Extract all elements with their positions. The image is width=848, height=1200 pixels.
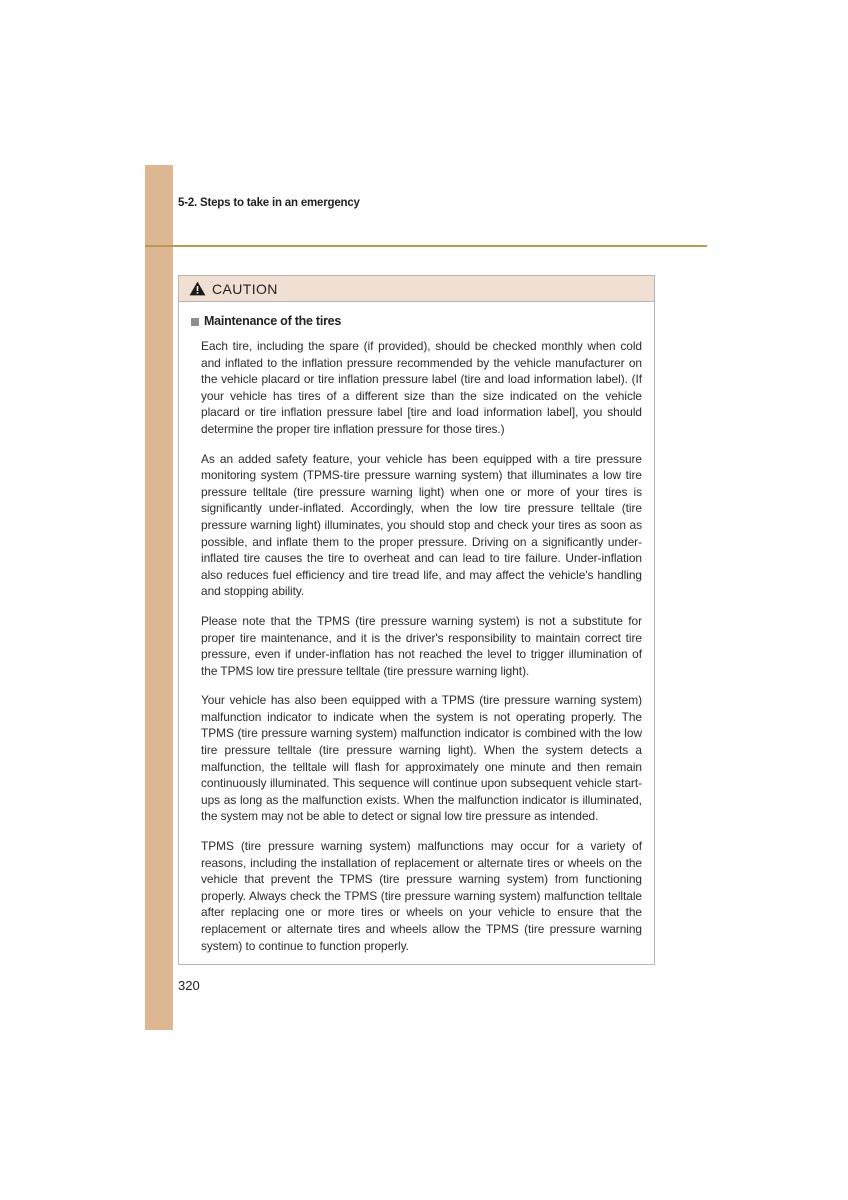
body-paragraph: Your vehicle has also been equipped with a TPMS (tire pressure warning system) malfunction indicator to indicate when the system is not operating properly. The TPMS (tire pressure warning system) malfunction indicator is combined with the low tire pressure telltale (tire pressure warning light). When the system detects a malfunction, the telltale will flash for approximately one minute and then remain continuously illuminated. This sequence will continue upon subsequent vehicle start-ups as long as the malfunction exists. When the malfunction indicator is illuminated, the system may not be able to detect or signal low tire pressure as intended. <box>201 693 642 824</box>
body-paragraph: TPMS (tire pressure warning system) malfunctions may occur for a variety of reasons, including the installation of replacement or alternate tires or wheels on the vehicle that prevent the TPMS (tire pressure warning system) from functioning properly. Always check the TPMS (tire pressure warning system) malfunction telltale after replacing one or more tires or wheels on your vehicle to ensure that the replacement or alternate tires and wheels allow the TPMS (tire pressure warning system) to continue to function properly. <box>201 839 642 953</box>
page-number: 320 <box>178 978 200 993</box>
caution-box <box>178 275 655 965</box>
warning-triangle-icon <box>189 281 206 296</box>
caution-title: CAUTION <box>212 280 278 297</box>
chapter-tab-bar <box>145 165 173 1030</box>
subheading <box>191 314 642 328</box>
body-paragraph: Each tire, including the spare (if provided), should be checked monthly when cold and inflated to the inflation pressure recommended by the vehicle manufacturer on the vehicle placard or tire inflation pressure label (tire and load information label). (If your vehicle has tires of a different size than the size indicated on the vehicle placard or tire inflation pressure label [tire and load information label], you should determine the proper tire inflation pressure for those tires.) <box>201 339 642 436</box>
caution-body <box>179 302 654 964</box>
body-paragraph: Please note that the TPMS (tire pressure warning system) is not a substitute for proper tire maintenance, and it is the driver's responsibility to maintain correct tire pressure, even if under-inflation has not reached the level to trigger illumination of the TPMS low tire pressure telltale (tire pressure warning light). <box>201 613 642 678</box>
square-bullet-icon <box>191 318 199 326</box>
caution-title-bar <box>179 276 654 302</box>
running-header: 5-2. Steps to take in an emergency <box>178 197 360 209</box>
header-rule <box>145 245 707 247</box>
body-paragraph: As an added safety feature, your vehicle has been equipped with a tire pressure monitoring system (TPMS-tire pressure warning system) that illuminates a low tire pressure telltale (tire pressure warning light) when one or more of your tires is significantly under-inflated. Accordingly, when the low tire pressure telltale (tire pressure warning light) illuminates, you should stop and check your tires as soon as possible, and inflate them to the proper pressure. Driving on a significantly under-inflated tire causes the tire to overheat and can lead to tire failure. Under-inflation also reduces fuel efficiency and tire tread life, and may affect the vehicle's handling and stopping ability. <box>201 451 642 599</box>
subheading-label: Maintenance of the tires <box>204 314 342 328</box>
